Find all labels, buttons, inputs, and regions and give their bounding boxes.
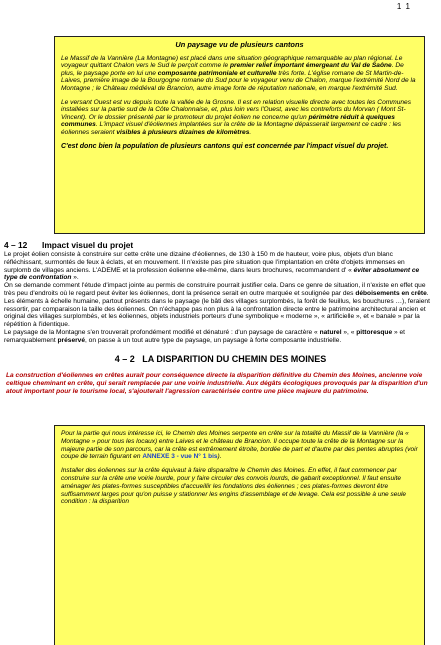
body-paragraph-1: Le projet éolien consiste à construire sur cette crête une dizaine d'éoliennes, de 130 à 150 m de hauteur, voire plus, objets d'un blanc réfléchissant, surmontés de feux à éclats, et en mouvement. Il n'existe pas pire situation que l'implantation en crête d'objets immenses en surplomb de villages anciens. L'ADEME et la profession éolienne elle-même, dans leurs brochures, recommandent d' « éviter absolument ce type de confrontation ». [4,251,420,282]
section-heading-4-12 [4,240,430,250]
body-paragraph-3: Le paysage de la Montagne s'en trouverait profondément modifié et dénaturé : d'un paysage de caractère « naturel », « pittoresque » et remarquablement préservé, on passe à un tout autre type de paysage, un paysage à forte composante industrielle. [4,328,405,344]
section-heading-4-2 [0,354,441,364]
box-paragraph-1: Pour la partie qui nous intéresse ici, le Chemin des Moines serpente en crête sur la totalité du Massif de la Vannière (la « Montagne » pour tous les locaux) entre Laives et le château de Brancion. Il occupe toute la crête de la Montagne sur la majeure partie de son parcours, car la crête est extrêmement étroite, bordée de part et d'autre par des pentes abruptes (voir coupe de terrain figurant en ANNEXE 3 - vue N° 1 bis). [61,430,418,461]
section-number: 4 – 12 [4,240,28,250]
red-intro-paragraph: La construction d'éoliennes en crêtes aurait pour conséquence directe la disparition définitive du Chemin des Moines, ancienne voie celtique cheminant en crête, qui serait remplacée par une voirie industrielle. Aux dégâts écologiques provoqués par la disparition d'un atout important pour le tourisme local, s'ajouterait l'agression caractérisée contre une pièce majeure du patrimoine. [6,372,428,395]
page-number: 1 1 [396,2,411,11]
box-paragraph-1: Le Massif de la Vannière (La Montagne) est placé dans une situation géographique remarquable au plan régional. Le voyageur quittant Chalon vers le Sud le perçoit comme le premier relief important émergeant du Val de Saône. De plus, le paysage porte en lui une composante patrimoniale et culturelle très forte. L'église romane de St Martin-de-Laives, première image de la Bourgogne romane du Sud pour le voyageur venu de Chalon, marque l'extrémité Nord de la Montagne ; le Château médiéval de Brancion, autre image forte de réputation nationale, en marque l'extrémité Sud. [61,54,416,92]
box-paragraph-2: Installer des éoliennes sur la crête équivaut à faire disparaître le Chemin des Moines. En effet, il faut commencer par construire sur la crête une voirie lourde, pour y faire circuler des convois lourds, de gabarit exceptionnel. Il faut ensuite aménager les plates-formes susceptibles d'accueillir les fondations des éoliennes ; ces plates-formes devront être suffisamment larges pour qu'on puisse y stationner les engins d'assemblage et de levage. Cela est possible à une seule condition : la disparition [61,467,407,506]
section-4-12 [4,240,430,345]
body-paragraph-2: On se demande comment l'étude d'impact jointe au permis de construire pourrait justifier cela. Dans ce genre de situation, il n'existe en effet que très peu d'endroits où le regard peut éviter les éoliennes, dont la présence serait en outre marquée et soulignée par des déboisements en crête. Les éléments à échelle humaine, partout présents dans le paysage (le bâti des villages surplombés, la forêt de feuillus, les bouchures …), feraient ressortir, par comparaison la taille des éoliennes. On n'échappe pas non plus à la confrontation directe entre le patrimoine architectural ancien et original des villages surplombés, et les éoliennes, objets industriels porteurs d'une symbolique « moderne », « artificielle », et « banale » par la répétition à l'identique. [4,282,430,329]
highlight-box-chemin [54,425,425,645]
annex-reference: ANNEXE 3 - vue N° 1 bis [142,453,218,461]
section-title: Impact visuel du projet [42,240,134,250]
section-title: LA DISPARITION DU CHEMIN DES MOINES [142,354,327,364]
highlight-box-paysage [54,36,425,234]
box-title: Un paysage vu de plusieurs cantons [175,40,304,49]
box-conclusion: C'est donc bien la population de plusieurs cantons qui est concernée par l'impact visuel du projet. [61,142,389,150]
box-paragraph-2: Le versant Ouest est vu depuis toute la vallée de la Grosne. Il est en relation visuelle directe avec toutes les Communes installées sur la partie sud de la Côte Chalonnaise, et, plus loin vers l'Ouest, avec les contreforts du Morvan ( Mont St-Vincent). Or le dossier présenté par le promoteur du projet éolien ne concerne qu'un périmètre réduit à quelques communes. L'impact visuel d'éoliennes implantées sur la crête de la Montagne dépasserait largement ce cadre : les éoliennes seraient visibles à plusieurs dizaines de kilomètres. [61,98,412,136]
section-number: 4 – 2 [114,354,135,364]
